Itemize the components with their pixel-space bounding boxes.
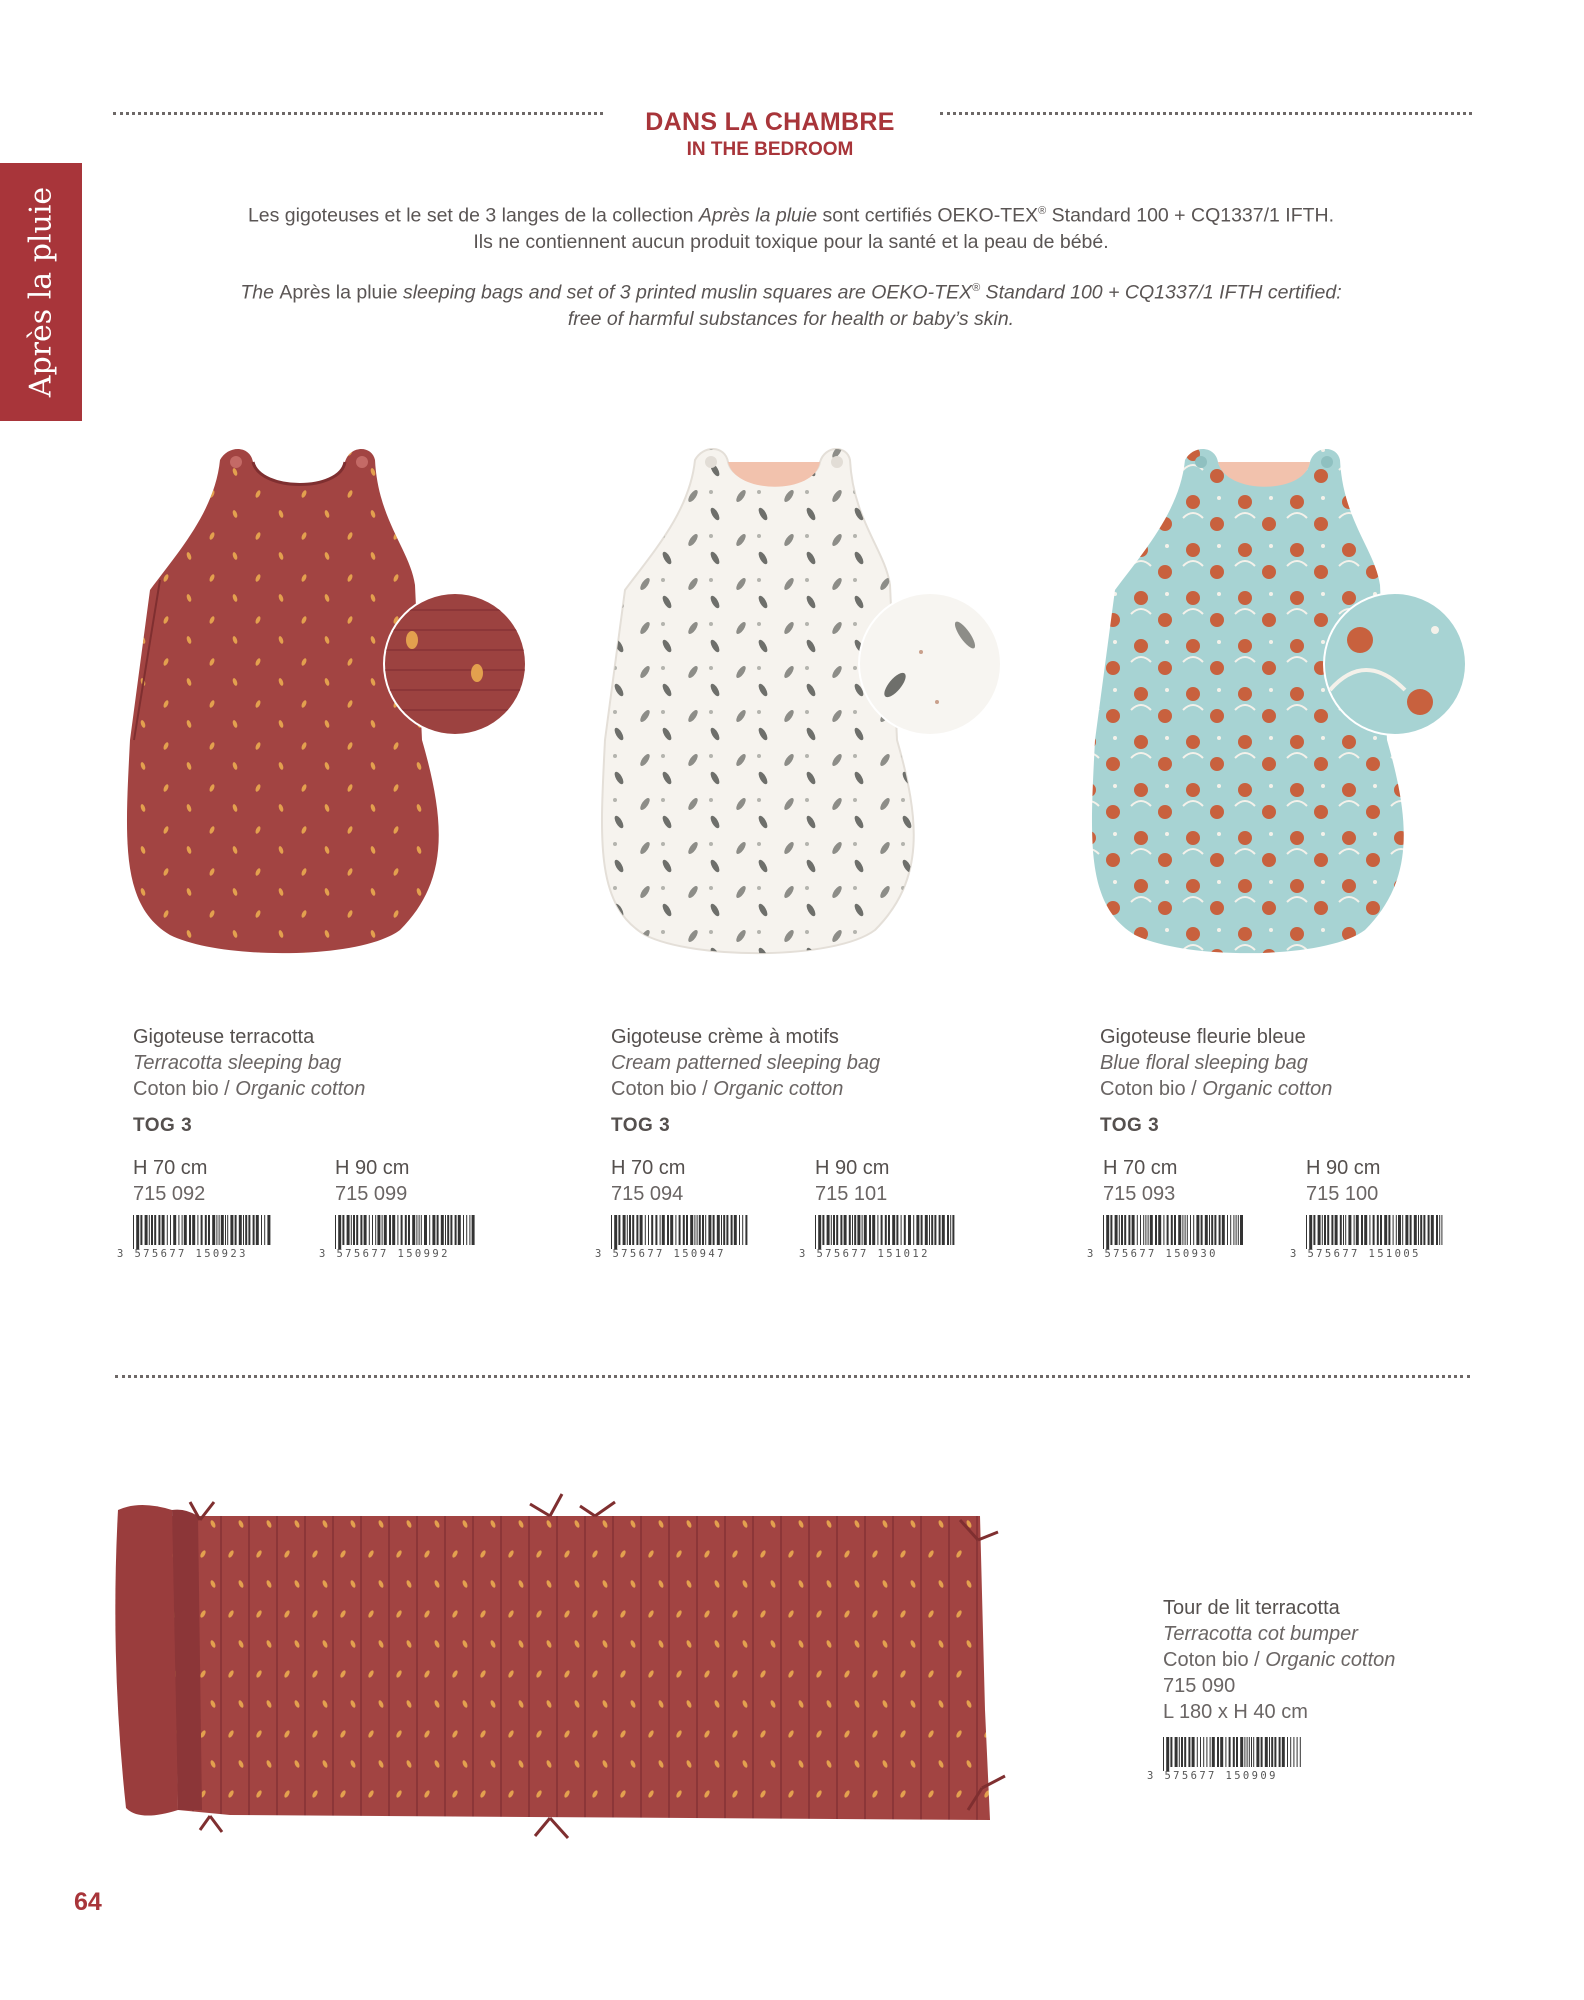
product-reference: 715 092 [133, 1183, 206, 1205]
product-reference: 715 100 [1306, 1183, 1379, 1205]
intro-en-text: sleeping bags and set of 3 printed muslin squares are OEKO-TEX [397, 281, 973, 304]
intro-fr-text: Standard 100 + CQ1337/1 IFTH. [1046, 204, 1335, 227]
bumper-dimensions: L 180 x H 40 cm [1163, 1701, 1308, 1723]
product-terracotta-sleeping-bag [117, 1024, 613, 1265]
barcode-number: 3 575677 150947 [595, 1248, 726, 1260]
intro-en-line2: free of harmful substances for health or baby’s skin. [567, 307, 1015, 330]
bumper-material [1163, 1647, 1543, 1673]
size-option [319, 1155, 505, 1261]
barcode-bars [335, 1215, 475, 1249]
size-height: H 70 cm [133, 1157, 208, 1179]
registered-mark: ® [972, 282, 981, 294]
barcode-bars [1163, 1737, 1303, 1771]
terracotta-sleeping-bag-photo [110, 440, 530, 970]
material-en: Organic cotton [235, 1078, 366, 1100]
product-name-english: Blue floral sleeping bag [1100, 1052, 1308, 1074]
product-material [133, 1076, 613, 1102]
intro-french [160, 198, 1422, 255]
size-height: H 90 cm [815, 1157, 890, 1179]
size-height: H 90 cm [1306, 1157, 1381, 1179]
section-subtitle: IN THE BEDROOM [686, 139, 854, 160]
bumper-reference: 715 090 [1163, 1675, 1236, 1697]
product-reference: 715 101 [815, 1183, 888, 1205]
section-dotted-divider [115, 1375, 1470, 1378]
size-height: H 90 cm [335, 1157, 410, 1179]
barcode [595, 1215, 755, 1261]
material-fr: Coton bio / [133, 1078, 236, 1100]
size-option [799, 1155, 985, 1261]
side-tab-label: Après la pluie [23, 186, 59, 398]
product-reference: 715 099 [335, 1183, 408, 1205]
barcode [1290, 1215, 1450, 1261]
size-option [117, 1155, 303, 1261]
intro-english [160, 275, 1422, 332]
header-dotted-rule-left [113, 112, 603, 115]
barcode [1087, 1215, 1247, 1261]
blue-floral-sleeping-bag-photo [1075, 440, 1495, 970]
product-material [1100, 1076, 1580, 1102]
product-reference: 715 093 [1103, 1183, 1176, 1205]
product-reference: 715 094 [611, 1183, 684, 1205]
intro-fr-collection-name: Après la pluie [698, 204, 818, 227]
material-fr: Coton bio / [1100, 1078, 1203, 1100]
bumper-name: Tour de lit terracotta [1163, 1597, 1340, 1619]
size-list [1087, 1155, 1580, 1265]
product-name: Gigoteuse fleurie bleue [1100, 1026, 1306, 1048]
size-height: H 70 cm [1103, 1157, 1178, 1179]
barcode-number: 3 575677 150923 [117, 1248, 248, 1260]
product-name-english: Terracotta sleeping bag [133, 1052, 342, 1074]
material-en: Organic cotton [1202, 1078, 1333, 1100]
size-option [1087, 1155, 1273, 1261]
material-en: Organic cotton [1265, 1649, 1396, 1671]
size-height: H 70 cm [611, 1157, 686, 1179]
product-blue-floral-sleeping-bag [1087, 1024, 1580, 1265]
material-fr: Coton bio / [611, 1078, 714, 1100]
size-option [1290, 1155, 1476, 1261]
barcode-bars [133, 1215, 273, 1249]
product-tog: TOG 3 [133, 1115, 193, 1136]
product-tog: TOG 3 [1100, 1115, 1160, 1136]
header-dotted-rule-right [940, 112, 1472, 115]
barcode-number: 3 575677 150992 [319, 1248, 450, 1260]
intro-en-text: The [240, 281, 280, 304]
material-fr: Coton bio / [1163, 1649, 1266, 1671]
barcode-bars [1103, 1215, 1243, 1249]
barcode-bars [1306, 1215, 1446, 1249]
intro-fr-text: Les gigoteuses et le set de 3 langes de la collection [247, 204, 699, 227]
product-tog: TOG 3 [611, 1115, 671, 1136]
product-cot-bumper [1147, 1595, 1543, 1783]
product-material [611, 1076, 1091, 1102]
terracotta-cot-bumper-photo [110, 1480, 1060, 1850]
barcode-number: 3 575677 150909 [1147, 1770, 1278, 1782]
product-name-english: Cream patterned sleeping bag [611, 1052, 881, 1074]
barcode [117, 1215, 277, 1261]
size-list [117, 1155, 613, 1265]
barcode-bars [815, 1215, 955, 1249]
product-name: Gigoteuse terracotta [133, 1026, 315, 1048]
size-list [595, 1155, 1091, 1265]
bumper-name-english: Terracotta cot bumper [1163, 1623, 1358, 1645]
registered-mark: ® [1038, 205, 1047, 217]
cream-sleeping-bag-photo [585, 440, 1005, 970]
page-number: 64 [74, 1888, 102, 1916]
product-cream-sleeping-bag [595, 1024, 1091, 1265]
barcode [319, 1215, 479, 1261]
barcode [799, 1215, 959, 1261]
intro-fr-line2: Ils ne contiennent aucun produit toxique pour la santé et la peau de bébé. [473, 230, 1109, 253]
size-option [595, 1155, 781, 1261]
material-en: Organic cotton [713, 1078, 844, 1100]
collection-side-tab [0, 163, 82, 421]
barcode-bars [611, 1215, 751, 1249]
barcode-number: 3 575677 150930 [1087, 1248, 1218, 1260]
barcode-number: 3 575677 151005 [1290, 1248, 1421, 1260]
intro-en-text: Standard 100 + CQ1337/1 IFTH certified: [980, 281, 1342, 304]
intro-en-collection-name: Après la pluie [279, 281, 398, 304]
barcode-number: 3 575677 151012 [799, 1248, 930, 1260]
product-name: Gigoteuse crème à motifs [611, 1026, 839, 1048]
barcode [1147, 1737, 1307, 1783]
intro-fr-text: sont certifiés OEKO-TEX [817, 204, 1039, 227]
section-title: DANS LA CHAMBRE [645, 108, 895, 136]
